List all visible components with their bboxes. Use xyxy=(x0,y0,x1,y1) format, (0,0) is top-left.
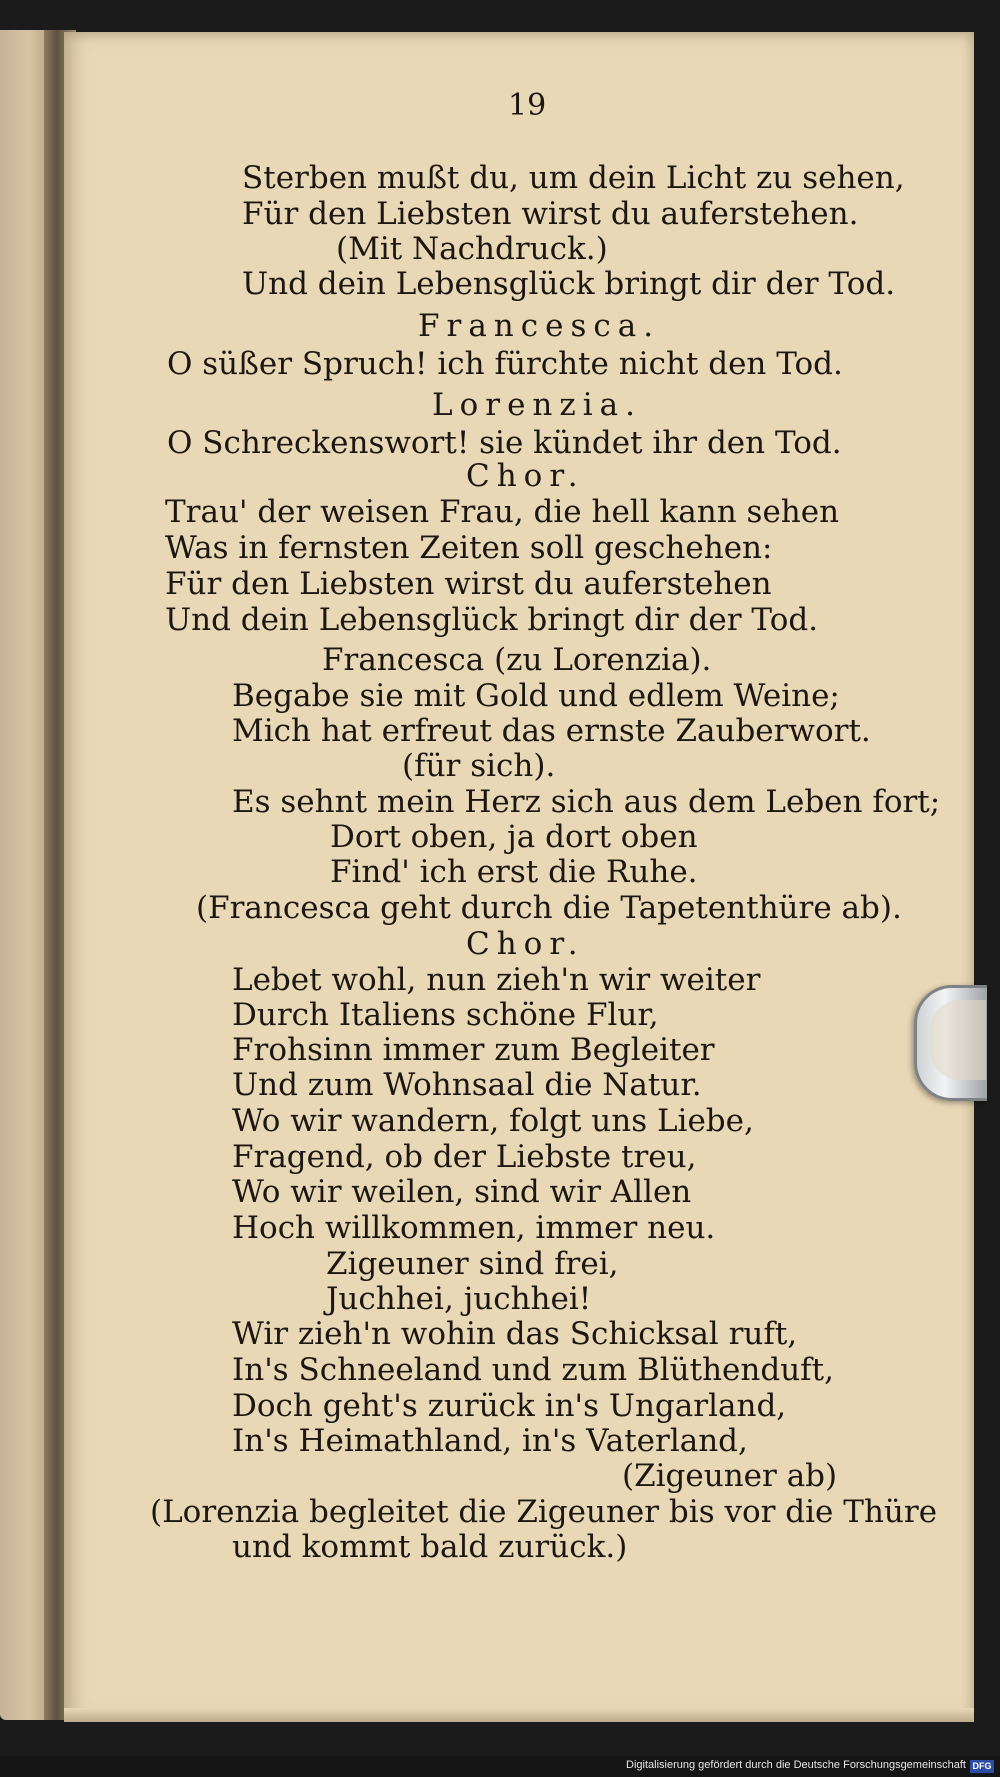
text-line: Für den Liebsten wirst du auferstehen. xyxy=(242,196,859,232)
paper-clip-inner xyxy=(930,1000,986,1080)
stage-direction: (Mit Nachdruck.) xyxy=(336,231,608,267)
text-line: Doch geht's zurück in's Ungarland, xyxy=(232,1388,787,1424)
text-line: O Schreckenswort! sie kündet ihr den Tod. xyxy=(167,425,842,461)
text-line: Was in fernsten Zeiten soll geschehen: xyxy=(165,530,773,566)
dfg-logo: DFG xyxy=(970,1760,994,1773)
text-line: Mich hat erfreut das ernste Zauberwort. xyxy=(232,713,871,749)
text-line: Dort oben, ja dort oben xyxy=(330,819,698,855)
speaker-name: Francesca. xyxy=(418,308,661,344)
text-line: Wo wir wandern, folgt uns Liebe, xyxy=(232,1103,754,1139)
stage-direction: (Francesca geht durch die Tapetenthüre ab). xyxy=(196,890,902,926)
speaker-name: Chor. xyxy=(466,926,585,962)
speaker-name: Chor. xyxy=(466,458,585,494)
speaker-name: Francesca (zu Lorenzia). xyxy=(322,642,712,678)
text-line: Fragend, ob der Liebste treu, xyxy=(232,1139,697,1175)
text-line: Für den Liebsten wirst du auferstehen xyxy=(165,566,772,602)
text-line: Frohsinn immer zum Begleiter xyxy=(232,1032,715,1068)
footer-credit: Digitalisierung gefördert durch die Deutsche Forschungsgemeinschaft xyxy=(626,1759,966,1771)
text-line: Und dein Lebensglück bringt dir der Tod. xyxy=(165,602,819,638)
text-line: Wo wir weilen, sind wir Allen xyxy=(232,1174,692,1210)
text-line: Zigeuner sind frei, xyxy=(326,1246,619,1282)
text-line: Lebet wohl, nun zieh'n wir weiter xyxy=(232,962,761,998)
text-line: Find' ich erst die Ruhe. xyxy=(330,854,698,890)
text-line: In's Heimathland, in's Vaterland, xyxy=(232,1423,748,1459)
text-line: Wir zieh'n wohin das Schicksal ruft, xyxy=(232,1316,798,1352)
text-line: Hoch willkommen, immer neu. xyxy=(232,1210,716,1246)
text-line: Und dein Lebensglück bringt dir der Tod. xyxy=(242,266,896,302)
text-line: Es sehnt mein Herz sich aus dem Leben fort; xyxy=(232,784,941,820)
text-line: Durch Italiens schöne Flur, xyxy=(232,997,659,1033)
page-bottom-edge xyxy=(64,1708,974,1722)
text-line: Begabe sie mit Gold und edlem Weine; xyxy=(232,678,840,714)
stage-direction: (für sich). xyxy=(402,748,556,784)
stage-direction: (Zigeuner ab) xyxy=(622,1458,838,1494)
text-line: Juchhei, juchhei! xyxy=(326,1281,592,1317)
speaker-name: Lorenzia. xyxy=(432,387,642,423)
page-number: 19 xyxy=(508,88,547,123)
text-line: O süßer Spruch! ich fürchte nicht den Tod. xyxy=(167,346,843,382)
stage-direction: (Lorenzia begleitet die Zigeuner bis vor die Thüre xyxy=(150,1494,938,1530)
text-line: Und zum Wohnsaal die Natur. xyxy=(232,1067,702,1103)
text-line: Sterben mußt du, um dein Licht zu sehen, xyxy=(242,160,905,196)
text-line: Trau' der weisen Frau, die hell kann sehen xyxy=(165,494,840,530)
text-line: In's Schneeland und zum Blüthenduft, xyxy=(232,1352,834,1388)
stage-direction: und kommt bald zurück.) xyxy=(232,1529,628,1565)
